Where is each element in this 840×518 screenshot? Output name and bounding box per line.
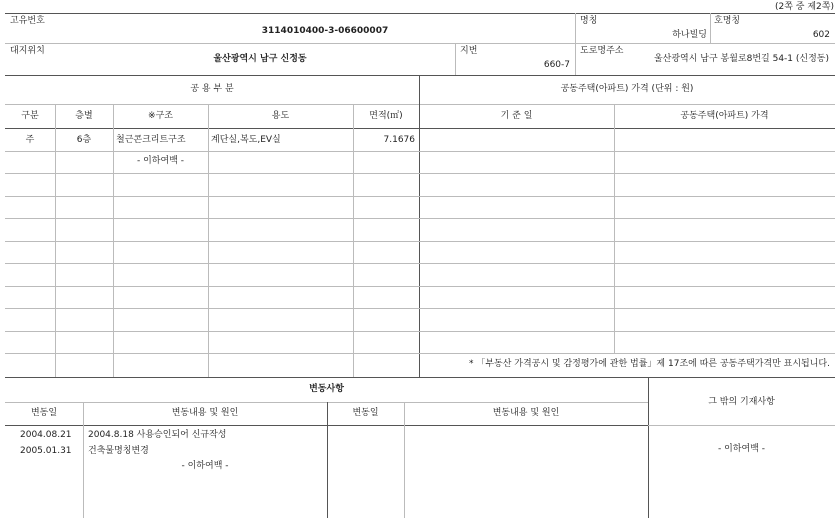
price-title: 공동주택(아파트) 가격 (단위 : 원) bbox=[560, 84, 694, 94]
changes-col-content-2: 변동내용 및 원인 bbox=[492, 408, 560, 418]
common-end-note: - 이하여백 - bbox=[137, 156, 184, 166]
change-entry-content: 2004.8.18 사용승인되어 신규작성 bbox=[88, 430, 227, 440]
col-header-structure: ※구조 bbox=[148, 111, 173, 121]
col-header-base-date: 기 준 일 bbox=[500, 111, 533, 121]
changes-title: 변동사항 bbox=[309, 384, 344, 394]
header-bottom-border bbox=[5, 75, 835, 76]
other-title: 그 밖의 기재사항 bbox=[708, 397, 775, 407]
table-row-line bbox=[5, 331, 835, 332]
col-header-usage: 용도 bbox=[271, 111, 290, 121]
price-footnote: * 「부동산 가격공시 및 감정평가에 관한 법률」제 17조에 따른 공동주택가격만 표시됩니다. bbox=[468, 359, 830, 369]
cell-type: 주 bbox=[25, 135, 35, 145]
col-header-area: 면적(㎡) bbox=[369, 111, 403, 121]
changes-end-note: - 이하여백 - bbox=[181, 461, 229, 471]
site-label: 대지위치 bbox=[10, 46, 45, 56]
column-divider bbox=[404, 402, 405, 518]
road-label: 도로명주소 bbox=[580, 46, 624, 56]
column-divider bbox=[327, 402, 328, 518]
header-middle-border bbox=[5, 43, 835, 44]
column-divider bbox=[83, 402, 84, 518]
table-header-border bbox=[5, 104, 835, 105]
lot-value: 660-7 bbox=[543, 60, 570, 70]
changes-col-date-2: 변동일 bbox=[352, 408, 379, 418]
name-value: 하나빌딩 bbox=[672, 30, 707, 40]
table-row-line bbox=[5, 151, 835, 152]
name-label: 명칭 bbox=[580, 16, 598, 26]
common-title: 공 용 부 분 bbox=[190, 84, 234, 94]
cell-usage: 계단실,복도,EV실 bbox=[211, 135, 281, 145]
id-label: 고유번호 bbox=[10, 16, 45, 26]
road-value: 울산광역시 남구 봉월로8번길 54-1 (신정동) bbox=[653, 54, 829, 64]
cell-floor: 6층 bbox=[76, 135, 92, 145]
table-row-line bbox=[5, 241, 835, 242]
page-indicator: (2쪽 중 제2쪽) bbox=[775, 2, 834, 12]
table-row-line bbox=[5, 353, 835, 354]
table-row-line bbox=[5, 286, 835, 287]
table-row-line bbox=[5, 196, 835, 197]
table-header-border bbox=[5, 128, 835, 129]
table-row-line bbox=[5, 218, 835, 219]
id-value: 3114010400-3-06600007 bbox=[261, 26, 389, 36]
table-row-line bbox=[5, 308, 835, 309]
col-header-type: 구분 bbox=[21, 111, 39, 121]
unit-label: 호명칭 bbox=[714, 16, 741, 26]
change-entry-date: 2004.08.21 bbox=[20, 430, 72, 440]
table-row-line bbox=[5, 263, 835, 264]
col-header-floor: 층별 bbox=[75, 111, 93, 121]
lot-label: 지번 bbox=[460, 46, 478, 56]
header-divider bbox=[710, 13, 711, 43]
other-header-border bbox=[648, 425, 835, 426]
change-entry-date: 2005.01.31 bbox=[20, 446, 72, 456]
changes-col-date: 변동일 bbox=[30, 408, 58, 418]
header-divider bbox=[455, 43, 456, 75]
header-divider bbox=[575, 13, 576, 75]
column-divider bbox=[614, 104, 615, 353]
col-header-price: 공동주택(아파트) 가격 bbox=[680, 111, 769, 121]
change-entry-content: 건축물명칭변경 bbox=[88, 446, 149, 456]
unit-value: 602 bbox=[812, 30, 830, 40]
cell-structure: 철근콘크리트구조 bbox=[116, 135, 186, 145]
site-value: 울산광역시 남구 신정동 bbox=[213, 54, 307, 64]
changes-col-content: 변동내용 및 원인 bbox=[171, 408, 239, 418]
section-bottom-border bbox=[5, 377, 835, 378]
table-row-line bbox=[5, 173, 835, 174]
other-end-note: - 이하여백 - bbox=[718, 444, 765, 454]
cell-area: 7.1676 bbox=[383, 135, 415, 145]
